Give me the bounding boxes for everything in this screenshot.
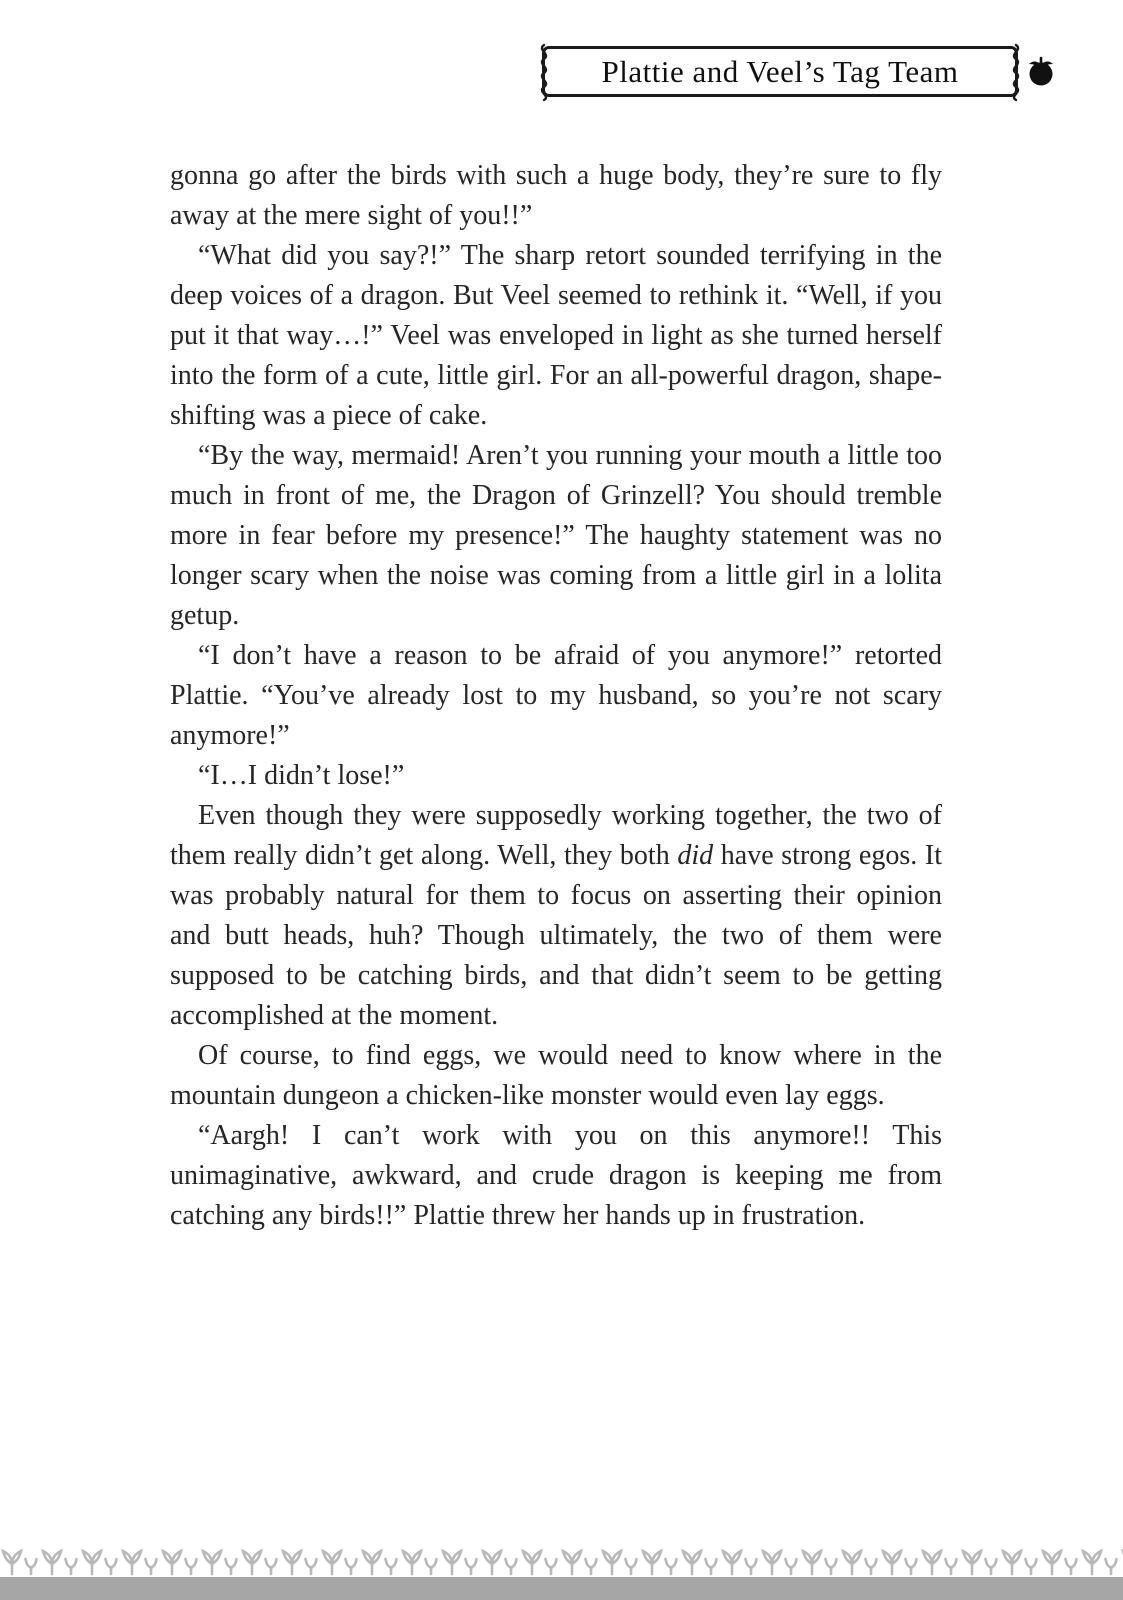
scroll-flourish-icon <box>536 42 552 102</box>
page-text <box>170 156 942 1236</box>
chapter-title-box <box>542 46 1018 97</box>
paragraph: “Aargh! I can’t work with you on this anymore!! This unimaginative, awkward, and crude dragon is keeping me from catching any birds!!” Plattie threw her hands up in frustration. <box>170 1120 942 1231</box>
tomato-icon <box>1024 54 1058 88</box>
paragraph: “I don’t have a reason to be afraid of you anymore!” retorted Plattie. “You’ve already lost to my husband, so you’re not scary anymore!” <box>170 640 942 751</box>
paragraph: “By the way, mermaid! Aren’t you running your mouth a little too much in front of me, the Dragon of Grinzell? You should tremble more in fear before my presence!” The haughty statement was no longer scary when the noise was coming from a little girl in a lolita getup. <box>170 440 942 631</box>
sprout-ornament-row <box>0 1541 1123 1577</box>
paragraph: “I…I didn’t lose!” <box>198 760 405 791</box>
paragraph-text: have strong egos. It was probably natural for them to focus on asserting their opinion and butt heads, huh? Though ultimately, the two of them were supposed to be catching birds, and that didn’t seem to be getting accomplished at the moment. <box>170 840 942 1031</box>
chapter-title: Plattie and Veel’s Tag Team <box>601 53 959 89</box>
paragraph: Of course, to find eggs, we would need to know where in the mountain dungeon a chicken-like monster would even lay eggs. <box>170 1040 942 1111</box>
scroll-flourish-icon <box>1008 42 1024 102</box>
paragraph: gonna go after the birds with such a huge body, they’re sure to fly away at the mere sight of you!!” <box>170 160 942 231</box>
chapter-header <box>0 0 1123 120</box>
paragraph: “What did you say?!” The sharp retort sounded terrifying in the deep voices of a dragon. But Veel seemed to rethink it. “Well, if you put it that way…!” Veel was enveloped in light as she turned herself into the form of a cute, little girl. For an all-powerful dragon, shape-shifting was a piece of cake. <box>170 240 942 431</box>
paragraph-text: Even though they were supposedly working together, the two of them really didn’t get along. Well, they both <box>170 800 942 871</box>
bottom-bar <box>0 1577 1123 1600</box>
italic-word: did <box>677 840 714 871</box>
paragraph <box>170 796 942 1036</box>
